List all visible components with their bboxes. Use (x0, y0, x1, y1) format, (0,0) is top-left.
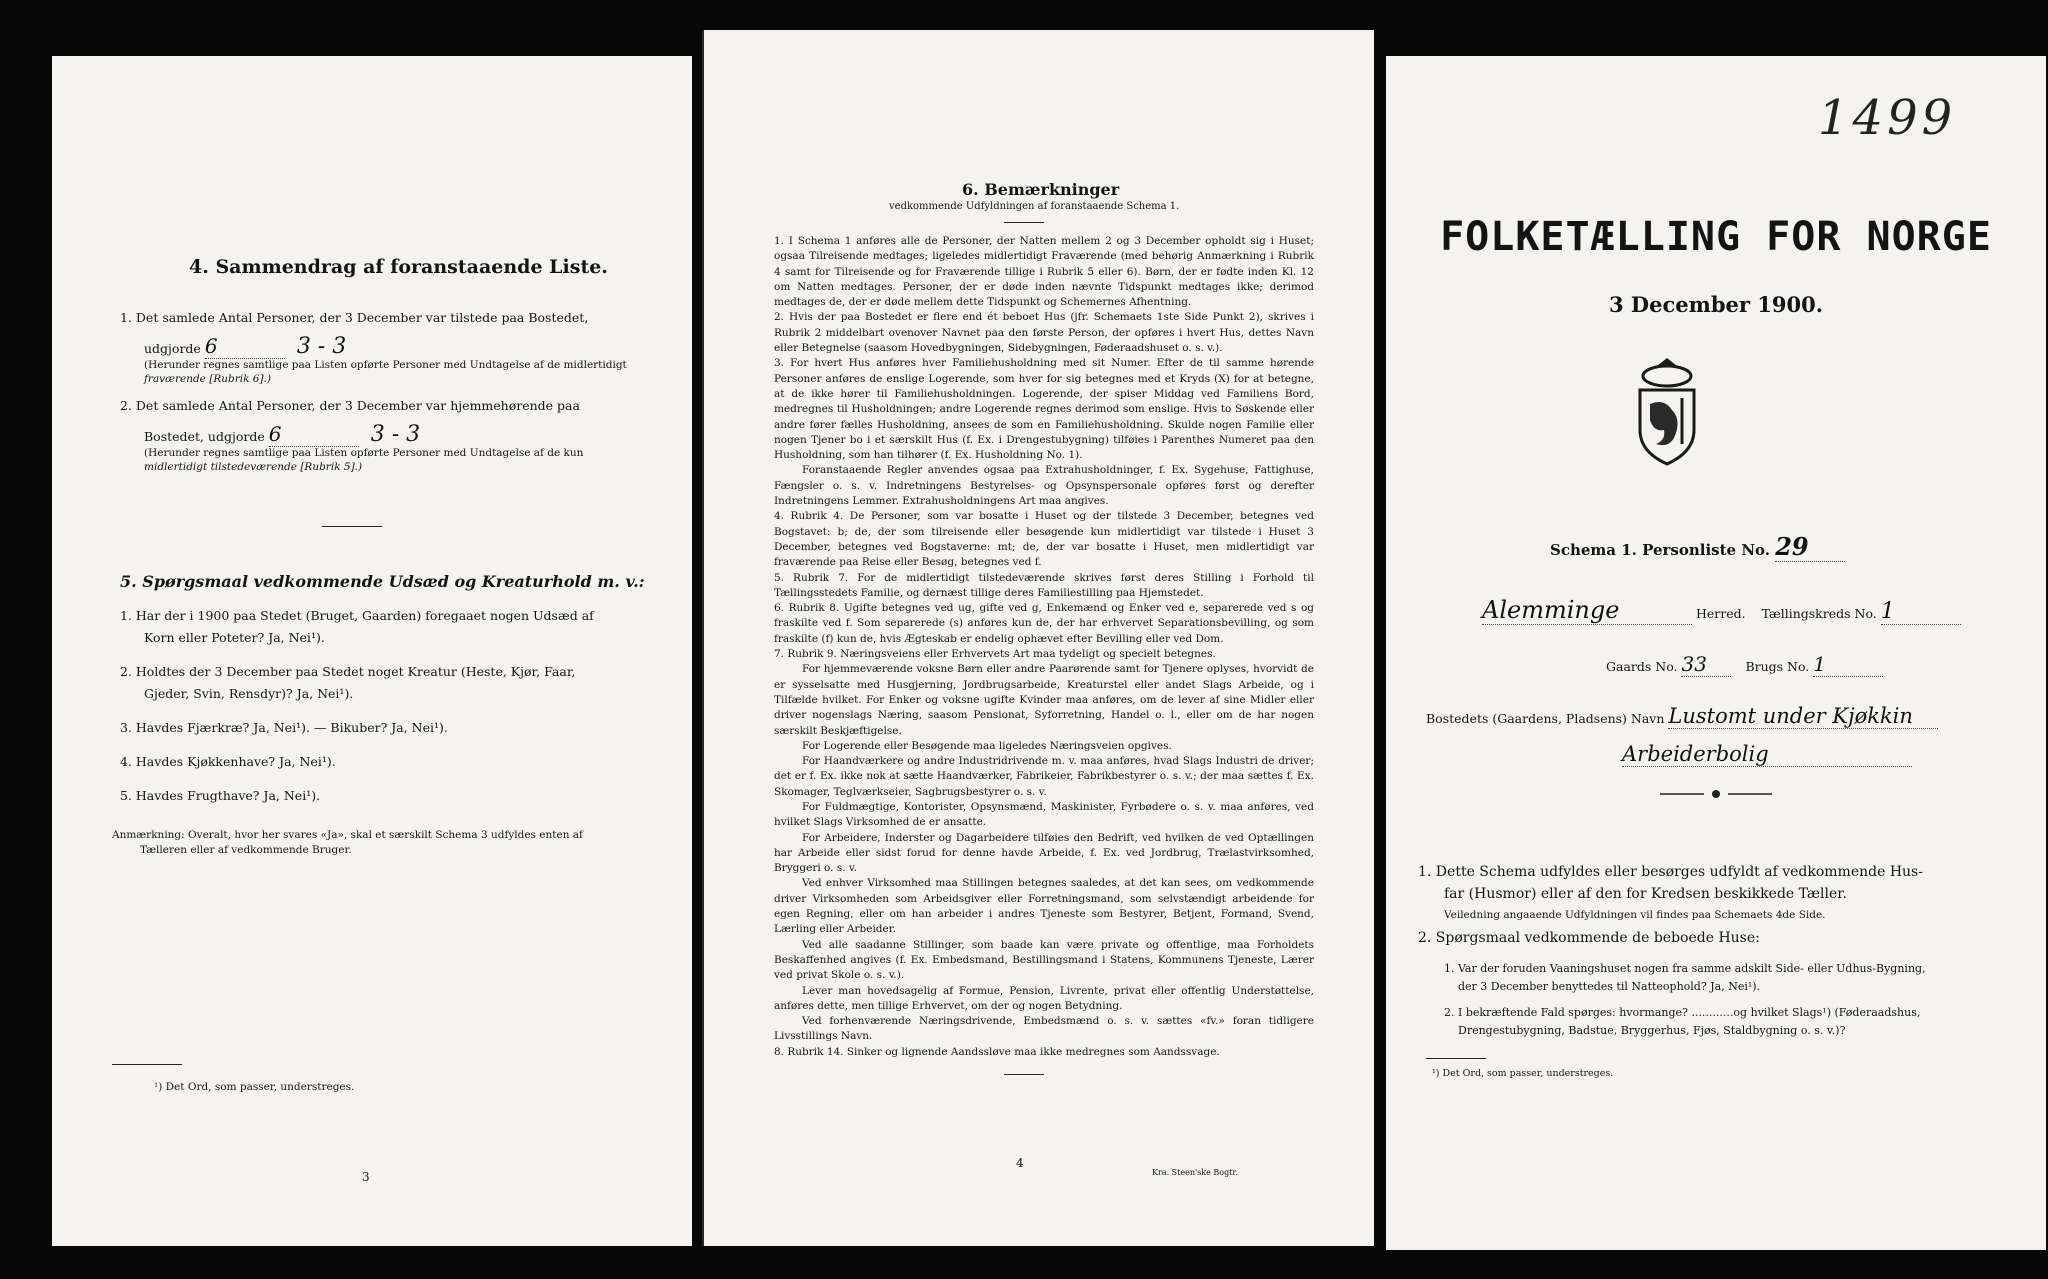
q5-2-line1: 2. Holdtes der 3 December paa Stedet noget Kreatur (Heste, Kjør, Faar, (120, 664, 576, 679)
remarks-subtitle: vedkommende Udfyldningen af foranstaaende Schema 1. (889, 201, 1180, 212)
page-number: 4 (1016, 1156, 1024, 1170)
remark-line-2: Tælleren eller af vedkommende Bruger. (140, 844, 352, 856)
ornament-icon (1656, 786, 1776, 802)
remark-item: For Haandværkere og andre Industridrivende m. v. maa anføres, hvad Slags Industri de driver; det er f. Ex. ikke nok at sætte Haandværker, Fabrikeier, Fabrikbestyrer o. s. v.; der maa sættes f. Ex. Skomager, Teglværkseier, Sagbrugsbestyrer o. s. v. (774, 755, 1314, 798)
section-5-title: 5. Spørgsmaal vedkommende Udsæd og Kreaturhold m. v.: (120, 572, 645, 591)
herred-label: Herred. (1695, 606, 1746, 621)
bosted-value-1[interactable]: Lustomt under Kjøkkin (1668, 704, 1938, 729)
q2-fill-label: Bostedet, udgjorde (144, 429, 265, 444)
remark-item: For Arbeidere, Inderster og Dagarbeidere tilføies den Bedrift, ved hvilken de ved Optællingen har Arbeide eller sidst forud for denne havde Arbeide, f. Ex. ved Jordbrug, Trælastvirksomhed, Bryggeri o. s. v. (774, 831, 1314, 875)
remark-item: For Fuldmægtige, Kontorister, Opsynsmænd, Maskinister, Fyrbødere o. s. v. maa anføres, ved hvilket Slags Virksomhed de er ansatte. (774, 800, 1314, 829)
herred-line (1482, 596, 1961, 625)
section-4-title: 4. Sammendrag af foranstaaende Liste. (189, 256, 608, 278)
q1-fill-label: udgjorde (144, 341, 201, 356)
remark-item: 1. I Schema 1 anføres alle de Personer, der Natten mellem 2 og 3 December opholdt sig i Huset; ogsaa Tilreisende medtages; ligeledes midlertidigt Fraværende (med behørig Anmærkning i Rubrik 4 samt for Tilreisende og for Fraværende tillige i Rubrik 5 eller 6). Børn, der er fødte inden Kl. 12 om Natten medtages. Personer, der er døde inden nævnte Tidspunkt medtages ikke; derimod medtages de, der er døde mellem dette Tidspunkt og Schemernes Afhentning. (774, 235, 1314, 309)
q5-4: 4. Havdes Kjøkkenhave? Ja, Nei¹). (120, 754, 336, 769)
remark-item: 3. For hvert Hus anføres hver Familiehusholdning med sit Numer. Efter de til samme hørende Personer anføres de enslige Logerende, som hver for sig betegnes med et Kryds (X) for at betegne, at de ikke hører til Familiehusholdningen. Logerende, der spiser Middag ved Familiens Bord, medregnes til Husholdningen; andre Logerende regnes derimod som enslige. Hvis to Søskende eller andre fører fælles Husholdning, ansees de som en Familiehusholdning. Skulde nogen Familie eller nogen Tjener bo i et særskilt Hus (f. Ex. i Drengestubygning) tilføies i Parenthes Numeret paa den Husholdning, som han tilhører (f. Ex. Husholdning No. 1). (774, 357, 1314, 462)
remark-item: 5. Rubrik 7. For de midlertidigt tilstedeværende skrives først deres Stilling i Forhold til Tællingsstedets Familie, og dernæst tillige deres Familiestilling paa Hjemstedet. (774, 571, 1314, 599)
page-number: 3 (362, 1170, 370, 1184)
schema-label: Schema 1. Personliste No. (1550, 541, 1770, 559)
q5-1-line2: Korn eller Poteter? Ja, Nei¹). (144, 630, 325, 645)
page-middle (702, 30, 1374, 1246)
remarks-body (774, 234, 1314, 1060)
remarks-title: 6. Bemærkninger (962, 180, 1120, 199)
herred-value[interactable]: Alemminge (1482, 596, 1692, 625)
remark-item: Ved alle saadanne Stillinger, som baade kan være private og offentlige, maa Forholdets Beskaffenhed angives (f. Ex. Embedsmand, Bestillingsmand i Statens, Kommunens Tjeneste, Lærer ved privat Skole o. s. v.). (774, 938, 1314, 982)
q2-text: 2. Det samlede Antal Personer, der 3 December var hjemmehørende paa (120, 398, 580, 413)
q1-note-2: fraværende [Rubrik 6].) (144, 373, 272, 385)
footnote-rule (1426, 1058, 1486, 1059)
archive-number: 1499 (1818, 90, 1957, 146)
q1-note-1: (Herunder regnes samtlige paa Listen opførte Personer med Undtagelse af de midlertidigt (144, 359, 627, 371)
gaards-line (1606, 652, 1883, 677)
personliste-number[interactable]: 29 (1775, 532, 1845, 562)
kreds-label: Tællingskreds No. (1761, 606, 1877, 621)
q1-fill (144, 334, 346, 359)
instruction-1-note: Veiledning angaaende Udfyldningen vil findes paa Schemaets 4de Side. (1444, 909, 1826, 921)
remark-item: 7. Rubrik 9. Næringsveiens eller Erhvervets Art maa tydeligt og specielt betegnes. (774, 648, 1216, 661)
instruction-2-1-line2: der 3 December benyttedes til Natteophold? Ja, Nei¹). (1458, 980, 1761, 993)
document-title: FOLKETÆLLING FOR NORGE (1440, 214, 1992, 260)
end-rule (1004, 1074, 1044, 1075)
q5-5: 5. Havdes Frugthave? Ja, Nei¹). (120, 788, 321, 803)
title-rule (1004, 222, 1044, 223)
q1-fill-extra: 3 - 3 (296, 334, 347, 359)
coat-of-arms-icon (1622, 354, 1712, 470)
kreds-value[interactable]: 1 (1881, 599, 1961, 625)
footnote-rule (112, 1064, 182, 1065)
q5-1-line1: 1. Har der i 1900 paa Stedet (Bruget, Gaarden) foregaaet nogen Udsæd af (120, 608, 594, 623)
instruction-2-2-line2: Drengestubygning, Badstue, Bryggerhus, Fjøs, Staldbygning o. s. v.)? (1458, 1024, 1846, 1037)
q2-note-2: midlertidigt tilstedeværende [Rubrik 5].) (144, 461, 363, 473)
remark-item: For Logerende eller Besøgende maa ligeledes Næringsveien opgives. (802, 739, 1172, 752)
instruction-2-1-line1: 1. Var der foruden Vaaningshuset nogen fra samme adskilt Side- eller Udhus-Bygning, (1444, 962, 1926, 975)
remark-item: 4. Rubrik 4. De Personer, som var bosatte i Huset og der tilstede 3 December, betegnes ved Bogstavet: b; de, der som tilreisende eller besøgende kun midlertidigt var tilstede i Huset 3 December, betegnes ved Bogstaverne: mt; de, der var bosatte i Huset, men midlertidigt var fraværende paa Reise eller Besøg, betegnes ved f. (774, 510, 1314, 569)
q1-fill-value[interactable]: 6 (205, 334, 285, 359)
q2-fill (144, 422, 420, 447)
brugs-label: Brugs No. (1745, 659, 1810, 674)
page-right (1386, 56, 2046, 1250)
bosted-label: Bostedets (Gaardens, Pladsens) Navn (1426, 711, 1665, 726)
bosted-value-2[interactable]: Arbeiderbolig (1622, 742, 1912, 767)
instruction-2-2-line1: 2. I bekræftende Fald spørges: hvormange? ............og hvilket Slags¹) (Føderaadshus, (1444, 1006, 1921, 1019)
remark-item: For hjemmeværende voksne Børn eller andre Paarørende samt for Tjenere oplyses, hvorvidt de er sysselsatte med Husgjerning, Jordbrugsarbeide, Kreaturstel eller andet Slags Arbeide, og i Tilfælde hvilket. For Enker og voksne ugifte Kvinder maa anføres, om de lever af sine Midler eller driver nogenslags Næring, saasom Pensionat, Syforretning, Handel o. l., eller om de har nogen særskilt Beskjæftigelse. (774, 663, 1314, 737)
printer-imprint: Kra. Steen'ske Bogtr. (1152, 1168, 1238, 1177)
remark-item: Foranstaaende Regler anvendes ogsaa paa Extrahusholdninger, f. Ex. Sygehuse, Fattighuse, Fængsler o. s. v. Indretningens Bestyrelses- og Opsynspersonale opføres først og derefter Indretningens Lemmer. Extrahusholdningens Art maa angives. (774, 464, 1314, 508)
divider (322, 526, 382, 527)
remark-item: 2. Hvis der paa Bostedet er flere end ét beboet Hus (jfr. Schemaets 1ste Side Punkt 2), skrives i Rubrik 2 middelbart ovenover Navnet paa den første Person, der opføres i hvert Hus, dettes Navn eller Betegnelse (saasom Hovedbygningen, Sidebygningen, Føderaadshuset o. s. v.). (774, 311, 1314, 355)
q1-text: 1. Det samlede Antal Personer, der 3 December var tilstede paa Bostedet, (120, 310, 589, 325)
remark-item: Ved forhenværende Næringsdrivende, Embedsmænd o. s. v. sættes «fv.» foran tidligere Livsstillings Navn. (774, 1015, 1314, 1043)
instruction-1-line1: 1. Dette Schema udfyldes eller besørges udfyldt af vedkommende Hus- (1418, 864, 1923, 880)
page-left (52, 56, 692, 1246)
brugs-value[interactable]: 1 (1813, 652, 1883, 677)
instruction-2: 2. Spørgsmaal vedkommende de beboede Huse: (1418, 930, 1760, 946)
q5-3: 3. Havdes Fjærkræ? Ja, Nei¹). — Bikuber? Ja, Nei¹). (120, 720, 448, 735)
remark-line-1: Anmærkning: Overalt, hvor her svares «Ja», skal et særskilt Schema 3 udfyldes enten af (112, 829, 583, 841)
gaards-value[interactable]: 33 (1681, 652, 1731, 677)
remark-item: 6. Rubrik 8. Ugifte betegnes ved ug, gifte ved g, Enkemænd og Enker ved e, separerede ved s og fraskilte ved f. Som separerede (s) anføres kun de, der har erhvervet Separationsbevilling, og som fraskilte (f) kun de, hvis Ægteskab er endelig ophævet efter Bevilling eller ved Dom. (774, 602, 1314, 645)
footnote: ¹) Det Ord, som passer, understreges. (1432, 1068, 1614, 1079)
census-date: 3 December 1900. (1608, 292, 1824, 317)
q5-2-line2: Gjeder, Svin, Rensdyr)? Ja, Nei¹). (144, 686, 354, 701)
remark-item: 8. Rubrik 14. Sinker og lignende Aandssløve maa ikke medregnes som Aandssvage. (774, 1045, 1220, 1058)
bosted-line (1426, 704, 1938, 729)
bosted-line-2 (1622, 742, 1912, 767)
q2-fill-value[interactable]: 6 (269, 422, 359, 447)
schema-line (1550, 532, 1845, 562)
remark-item: Lever man hovedsagelig af Formue, Pension, Livrente, privat eller offentlig Understøttelse, anføres dette, men tillige Erhvervet, om der og nogen Betydning. (774, 984, 1314, 1012)
q2-note-1: (Herunder regnes samtlige paa Listen opførte Personer med Undtagelse af de kun (144, 447, 584, 459)
gaards-label: Gaards No. (1606, 659, 1678, 674)
instruction-1-line2: far (Husmor) eller af den for Kredsen beskikkede Tæller. (1444, 886, 1847, 902)
remark-item: Ved enhver Virksomhed maa Stillingen betegnes saaledes, at det kan sees, om vedkommende driver Virksomheden som Arbeidsgiver eller Forretningsmand, som selvstændigt arbeidende for egen Regning, eller om han arbeider i andres Tjeneste som Bestyrer, Betjent, Formand, Svend, Lærling eller Arbeider. (774, 877, 1314, 936)
q2-fill-extra: 3 - 3 (370, 422, 421, 447)
footnote: ¹) Det Ord, som passer, understreges. (154, 1081, 355, 1093)
